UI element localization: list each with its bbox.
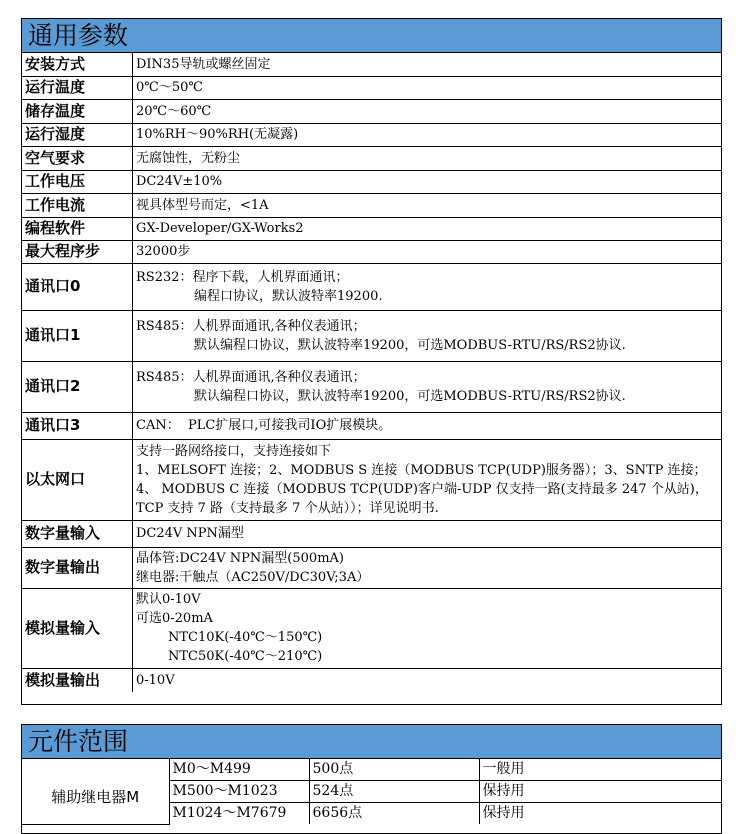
param-row — [22, 310, 721, 361]
param-value-line: 编程口协议，默认波特率19200. — [194, 288, 383, 304]
param-key: 储存温度 — [22, 99, 133, 123]
param-value — [133, 361, 722, 412]
param-row — [22, 588, 721, 668]
element-count: 524点 — [309, 781, 479, 803]
param-value-line: 默认编程口协议，默认波特率19200，可选MODBUS-RTU/RS/RS2协议. — [194, 388, 626, 404]
element-type: 一般用 — [479, 759, 721, 781]
param-value-line: RS232：程序下载，人机界面通讯； — [136, 269, 349, 285]
param-value-line: 默认0-10V — [136, 592, 201, 607]
element-group-label: 辅助继电器M — [22, 759, 169, 824]
param-key: 运行湿度 — [22, 123, 133, 146]
param-value — [133, 439, 722, 520]
element-type: 保持用 — [479, 781, 721, 803]
param-value — [133, 412, 722, 439]
param-row — [22, 412, 721, 439]
param-value-line: DC24V±10% — [136, 174, 223, 189]
param-key: 通讯口0 — [22, 263, 133, 310]
param-row — [22, 193, 721, 217]
param-value-line: 0℃～50℃ — [136, 80, 203, 95]
param-key: 数字量输出 — [22, 547, 133, 588]
element-range-section — [21, 724, 722, 834]
param-value-line: CAN： PLC扩展口,可接我司IO扩展模块。 — [136, 418, 392, 433]
param-value — [133, 99, 722, 123]
element-range: M1024～M7679 — [169, 803, 309, 825]
general-params-title: 通用参数 — [22, 19, 721, 53]
param-value-line: 晶体管:DC24V NPN漏型(500mA) — [136, 550, 344, 566]
param-key: 最大程序步 — [22, 240, 133, 263]
general-params-table — [22, 53, 721, 692]
param-value-line: RS485：人机界面通讯,各种仪表通讯； — [136, 318, 366, 334]
param-value — [133, 263, 722, 310]
param-value — [133, 170, 722, 193]
element-type: 保持用 — [479, 803, 721, 825]
param-value — [133, 588, 722, 668]
param-row — [22, 361, 721, 412]
param-key: 模拟量输出 — [22, 668, 133, 692]
param-value — [133, 310, 722, 361]
param-value — [133, 76, 722, 99]
param-key: 通讯口3 — [22, 412, 133, 439]
param-key: 通讯口2 — [22, 361, 133, 412]
param-row — [22, 146, 721, 170]
param-row — [22, 240, 721, 263]
param-value — [133, 53, 722, 76]
param-value — [133, 217, 722, 240]
param-key: 空气要求 — [22, 146, 133, 170]
param-key: 以太网口 — [22, 439, 133, 520]
general-params-section — [21, 18, 722, 705]
param-value-line: NTC10K(-40℃～150℃) — [168, 630, 323, 645]
param-value — [133, 668, 722, 692]
param-key: 工作电压 — [22, 170, 133, 193]
param-value-line: 可选0-20mA — [136, 611, 213, 626]
param-key: 通讯口1 — [22, 310, 133, 361]
param-value — [133, 547, 722, 588]
param-row — [22, 520, 721, 547]
param-row — [22, 53, 721, 76]
param-value-line: DC24V NPN漏型 — [136, 526, 244, 541]
param-value — [133, 146, 722, 170]
param-value — [133, 520, 722, 547]
param-row — [22, 263, 721, 310]
element-range-title: 元件范围 — [22, 725, 721, 759]
element-range-table — [22, 759, 721, 825]
param-key: 模拟量输入 — [22, 588, 133, 668]
param-value-line: 32000步 — [136, 244, 191, 259]
param-row — [22, 668, 721, 692]
param-value — [133, 193, 722, 217]
param-value — [133, 123, 722, 146]
param-value-line: RS485：人机界面通讯,各种仪表通讯； — [136, 369, 366, 385]
param-row — [22, 217, 721, 240]
param-key: 安装方式 — [22, 53, 133, 76]
param-value-line: GX-Developer/GX-Works2 — [136, 221, 304, 236]
param-value — [133, 240, 722, 263]
param-value-line: 1、MELSOFT 连接；2、MODBUS S 连接（MODBUS TCP(UDP)服务器）；3、SNTP 连接；4、 MODBUS C 连接（MODBUS TCP(UDP)客户端-UDP 仅支持一路(支持最多 247 个从站)，TCP 支持 7 路（支持最多 7 个从站））；详见说明书. — [136, 462, 708, 516]
param-value-line: 20℃～60℃ — [136, 103, 212, 119]
element-count: 500点 — [309, 759, 479, 781]
element-row — [22, 759, 721, 781]
param-row — [22, 123, 721, 146]
param-row — [22, 170, 721, 193]
param-value-line: 视具体型号而定，<1A — [136, 197, 269, 213]
param-key: 运行温度 — [22, 76, 133, 99]
param-value-line: 支持一路网络接口，支持连接如下 — [136, 443, 332, 459]
param-value-line: NTC50K(-40℃～210℃) — [168, 649, 323, 664]
param-value-line: 0-10V — [136, 672, 175, 688]
param-row — [22, 547, 721, 588]
param-key: 编程软件 — [22, 217, 133, 240]
param-row — [22, 76, 721, 99]
element-count: 6656点 — [309, 803, 479, 825]
param-row — [22, 99, 721, 123]
param-key: 工作电流 — [22, 193, 133, 217]
param-value-line: DIN35导轨或螺丝固定 — [136, 56, 271, 72]
element-range: M0～M499 — [169, 759, 309, 781]
param-value-line: 10%RH～90%RH(无凝露) — [136, 127, 299, 142]
param-key: 数字量输入 — [22, 520, 133, 547]
param-value-line: 默认编程口协议，默认波特率19200，可选MODBUS-RTU/RS/RS2协议. — [194, 337, 626, 353]
element-range: M500～M1023 — [169, 781, 309, 803]
param-row — [22, 439, 721, 520]
param-value-line: 无腐蚀性，无粉尘 — [136, 150, 241, 166]
param-value-line: 继电器:干触点（AC250V/DC30V;3A） — [136, 569, 370, 585]
